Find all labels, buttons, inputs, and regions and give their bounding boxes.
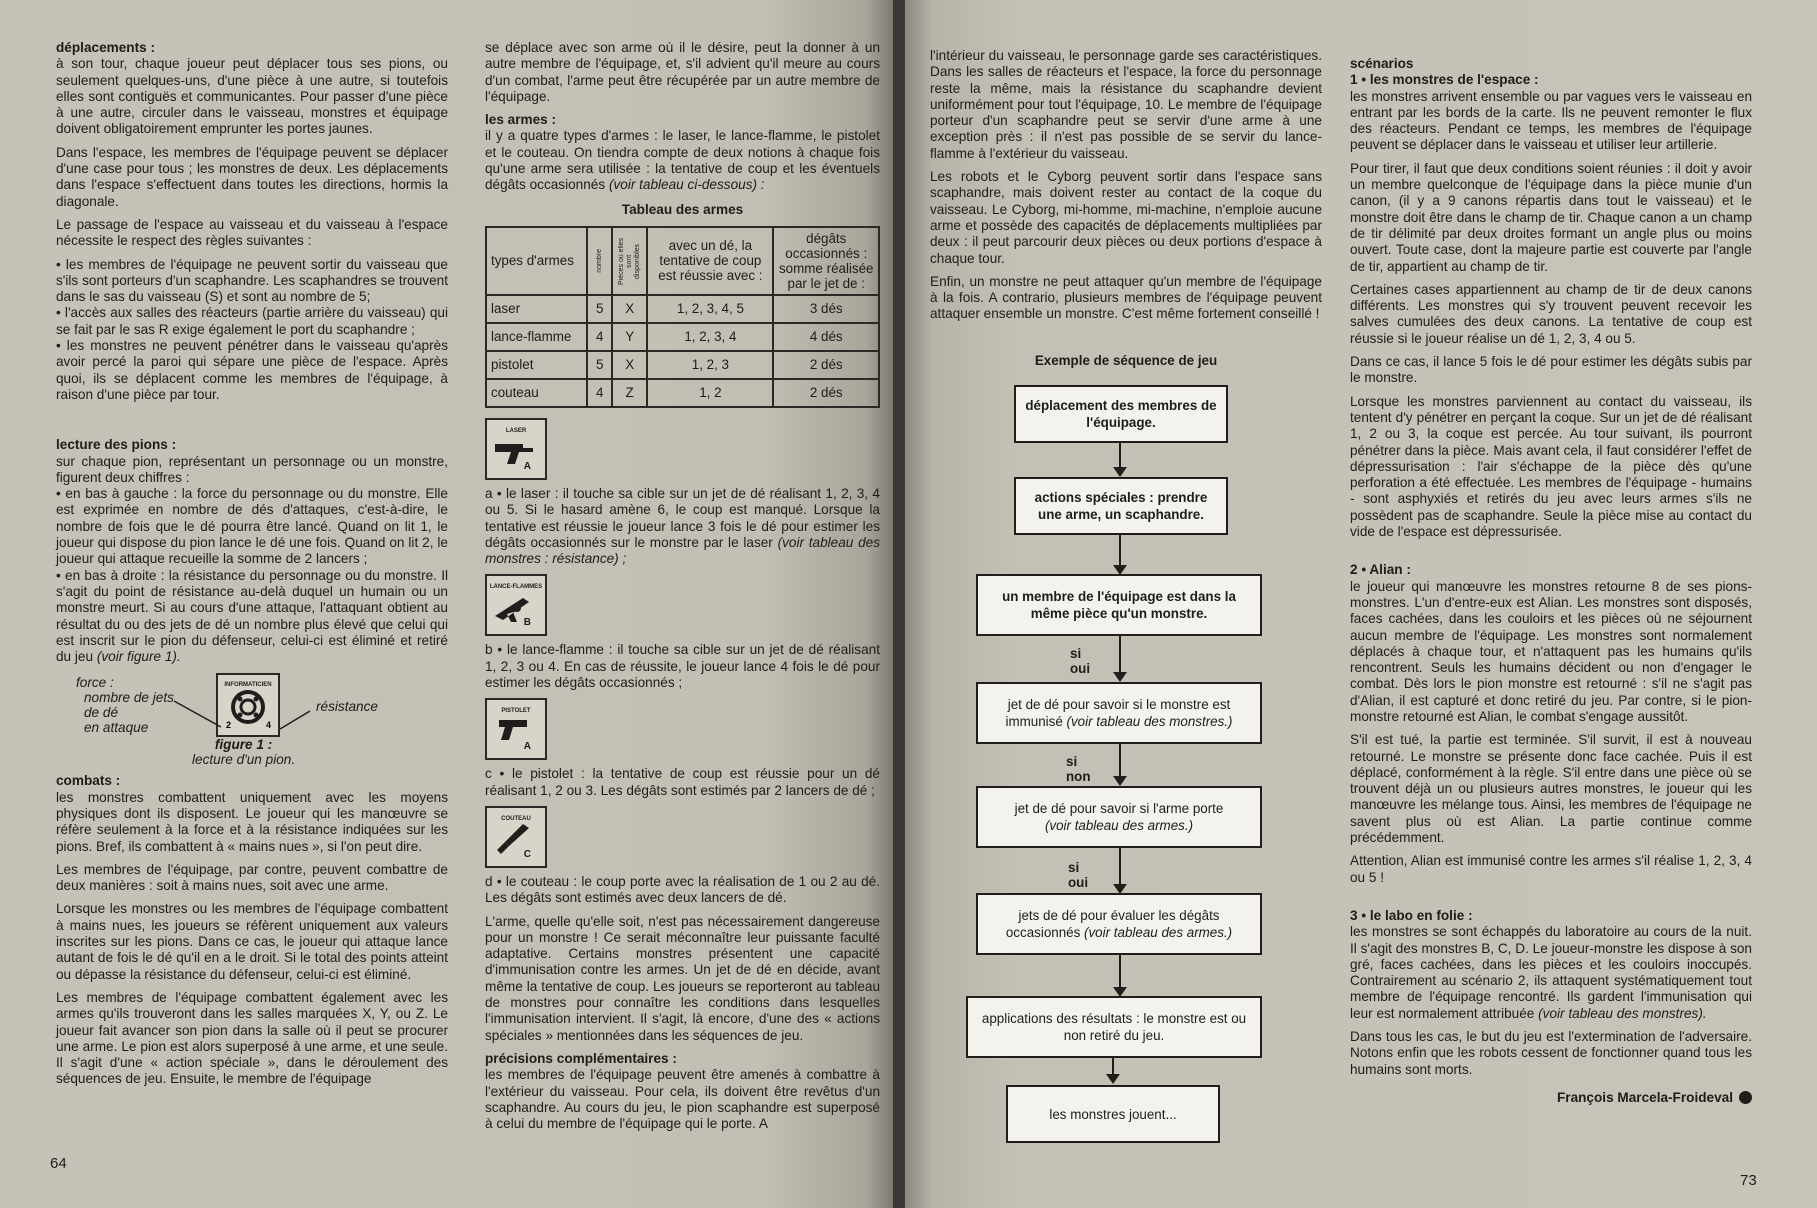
flow-step-deplacement xyxy=(1014,385,1228,443)
figure-caption xyxy=(192,737,295,767)
table-row xyxy=(486,295,879,323)
flow-step-main: jets de dé pour évaluer les dégâts occasionnés xyxy=(1005,908,1220,940)
fig-de-text: de dé xyxy=(84,705,119,721)
header-nombre: nombre xyxy=(595,249,603,273)
paragraph xyxy=(485,128,880,193)
couteau-token xyxy=(485,806,547,868)
end-mark-icon xyxy=(1739,1091,1752,1104)
pistolet-token xyxy=(485,698,547,760)
list-item: • l'accès aux salles des réacteurs (partie arrière du vaisseau) qui se fait par le sas R exige également le port du scaphandre ; xyxy=(56,305,448,337)
token-label: COUTEAU xyxy=(501,815,531,822)
paragraph: Les membres de l'équipage, par contre, peuvent combattre de deux manières : soit à mains nues, soit avec une arme. xyxy=(56,861,448,894)
figure-caption-text: lecture d'un pion. xyxy=(192,752,296,768)
paragraph: c • le pistolet : la tentative de coup est réussie pour un dé réalisant 1, 2 ou 3. Les dégâts sont estimés par 2 lancers de dé ; xyxy=(485,766,880,798)
paragraph: les monstres arrivent ensemble ou par vagues vers le vaisseau en entrant par les bords de la carte. Ils ne peuvent remonter le flux des réacteurs. Pendant ce temps, les membres de l'équipage peuvent se déplacer dans le vaisseau et utiliser leur artillerie. xyxy=(1350,88,1752,153)
table-title: Tableau des armes xyxy=(621,201,744,217)
token-label: LASER xyxy=(505,427,527,434)
flow-step-immunise xyxy=(976,682,1262,744)
table-cell: 1, 2, 3, 4 xyxy=(647,323,773,351)
paragraph: sur chaque pion, représentant un personnage ou un monstre, figurent deux chiffres : xyxy=(56,453,448,485)
header-cell: dégâts occasionnés : somme réalisée par le jet de : xyxy=(773,227,879,295)
flowchart-title: Exemple de séquence de jeu xyxy=(1034,353,1218,368)
weapons-table xyxy=(485,226,880,408)
flow-step-text: les monstres jouent... xyxy=(1049,1106,1177,1122)
flow-step-text: déplacement des membres de l'équipage. xyxy=(1025,398,1217,430)
fig-force-text: force : xyxy=(76,675,114,691)
header-pieces: Pièces où elles sont disponibles xyxy=(617,237,641,285)
paragraph: Pour tirer, il faut que deux conditions soient réunies : il doit y avoir un membre quelconque de l'équipage dans la pièce munie d'un canon, (il y a 9 canons répartis dans tout le vaisseau) et le monstre doit être dans le champ de tir. Chaque canon a un champ de tir délimité par deux droites formant un angle plus ou moins ouvert. Toute case, dont la majeure partie est couverte par l'angle de tir, appartient au champ de tir. xyxy=(1350,160,1752,274)
token-letter: A xyxy=(523,741,531,753)
flow-step-reference: (voir tableau des armes.) xyxy=(1044,818,1194,833)
flow-step-main: jet de dé pour savoir si l'arme porte xyxy=(1014,801,1224,816)
token-letter: A xyxy=(523,460,531,472)
section-heading: combats : xyxy=(56,773,121,789)
lance-flamme-token xyxy=(485,574,547,636)
left-column-1 xyxy=(56,40,448,1095)
paragraph xyxy=(1350,924,1752,1022)
table-cell: 1, 2, 3 xyxy=(647,351,773,379)
table-cell: X xyxy=(612,295,647,323)
paragraph: Dans l'espace, les membres de l'équipage peuvent se déplacer d'une case pour tous ; les monstres de deux. Les déplacements dans l'espace s'effectuent dans toutes les directions, hormis la diagonale. xyxy=(56,144,448,209)
paragraph: Dans tous les cas, le but du jeu est l'extermination de l'adversaire. Notons enfin que les robots cessent de fonctionner quand tous les humains sont morts. xyxy=(1350,1029,1752,1077)
table-cell: 1, 2, 3, 4, 5 xyxy=(647,295,773,323)
flow-step-reference: (voir tableau des monstres.) xyxy=(1066,714,1233,729)
table-cell: 4 xyxy=(587,379,612,407)
list-item-text: • en bas à droite : la résistance du personnage ou du monstre. Il s'agit du point de résistance au-delà duquel un humain ou un monstre meurt. Si au cours d'une attaque, l'attaquant obtient au résultat du ou des jets de dé un nombre plus élevé que celui qui est inscrit sur le pion du défenseur, celui-ci est éliminé et retiré du jeu xyxy=(56,567,448,665)
flow-step-degats xyxy=(976,893,1262,955)
svg-text:2: 2 xyxy=(226,720,232,731)
table-cell: lance-flamme xyxy=(486,323,587,351)
fig-nombre-text: nombre de jets xyxy=(84,690,174,706)
flow-step-text xyxy=(986,907,1252,941)
header-cell: avec un dé, la tentative de coup est réussie avec : xyxy=(647,227,773,295)
right-column-1 xyxy=(930,48,1322,330)
flow-step-arme-porte xyxy=(976,786,1262,848)
token-label: PISTOLET xyxy=(501,708,531,715)
fig-label-resistance: résistance xyxy=(316,699,378,715)
flow-arrow xyxy=(1119,848,1121,892)
paragraph-text: a • le laser : il touche sa cible sur un jet de dé réalisant 1, 2, 3, 4 ou 5. Si le hasard amène 6, le coup est manqué. Lorsque la tentative est réussie le joueur lance 3 fois le dé pour estimer les dégâts occasionnés sur le monstre par le laser xyxy=(485,485,880,550)
paragraph: Lorsque les monstres parviennent au contact du vaisseau, ils tentent d'y pénétrer en perçant la coque. Sur un jet de dé réalisant 1, 2 ou 3, la coque est percée. Au tour suivant, ils pourront pénétrer dans la pièce. Mais avant cela, il faut considérer l'effet de dépressurisation : l'air s'échappe de la pièce dès qu'une perforation a été effectuée. Les membres de l'équipage - humains - sont asphyxiés et retirés du jeu avec leurs armes s'ils ne possèdent pas de scaphandre. Seule la pièce mise au contact du vide de l'espace est dépressurisée. xyxy=(1350,393,1752,540)
flow-arrow xyxy=(1119,443,1121,475)
paragraph: L'arme, quelle qu'elle soit, n'est pas nécessairement dangereuse pour un monstre ! Ce serait méconnaître leur puissante faculté adaptative. Certains monstres présentent une capacité d'immunisation contre les armes. Un jet de dé en décide, avant même la tentative de coup. Les joueurs se reporteront au tableau de monstres pour connaître les conditions dans lesquelles l'immunisation intervient. Il s'agit, là encore, d'une des « actions spéciales » mentionnées dans les séquences de jeu. xyxy=(485,913,880,1043)
paragraph: les monstres combattent uniquement avec les moyens physiques dont ils disposent. Le joueur qui les manœuvre se réfère seulement à la force et à la résistance indiquées sur les pions. Bref, ils combattent à « mains nues », si l'on peut dire. xyxy=(56,789,448,854)
flow-branch-label: si oui xyxy=(1070,646,1091,676)
figure-caption-title: figure 1 : xyxy=(214,737,273,753)
flow-branch-label: si non xyxy=(1066,754,1091,784)
flow-branch-label: si oui xyxy=(1068,860,1089,890)
scenario-heading: 3 • le labo en folie : xyxy=(1350,907,1473,923)
flow-step-text: applications des résultats : le monstre est ou non retiré du jeu. xyxy=(981,1011,1247,1043)
pion-list xyxy=(56,486,448,665)
paragraph-text: les monstres se sont échappés du laboratoire au cours de la nuit. Il s'agit des monstres B, C, D. Le joueur-monstre les dispose à son gré, faces cachées, dans les pièces et les couloirs inoccupés. Contrairement au scénario 2, ils attaquent systématiquement tout membre de l'équipage rencontré. Ils gardent l'immunisation qui leur est normalement attribuée xyxy=(1350,924,1752,1021)
table-reference: (voir tableau ci-dessous) : xyxy=(608,177,765,193)
table-cell: 5 xyxy=(587,351,612,379)
flow-arrow xyxy=(1119,955,1121,995)
table-cell: 2 dés xyxy=(773,379,879,407)
list-item: • les membres de l'équipage ne peuvent sortir du vaisseau que s'ils sont porteurs d'un scaphandre. Les scaphandres se trouvent dans le sas du vaisseau (S) et sont au nombre de 5; xyxy=(56,256,448,305)
left-column-2 xyxy=(485,40,880,1139)
table-cell: Y xyxy=(612,323,647,351)
paragraph: Attention, Alian est immunisé contre les armes s'il réalise 1, 2, 3, 4 ou 5 ! xyxy=(1350,853,1752,885)
page-number-right: 73 xyxy=(1740,1172,1757,1189)
scenario-heading: 1 • les monstres de l'espace : xyxy=(1350,72,1539,88)
flow-step-reference: (voir tableau des armes.) xyxy=(1084,925,1233,940)
author-signature xyxy=(1350,1090,1752,1106)
pion-label: INFORMATICIEN xyxy=(224,682,272,689)
paragraph: Les membres de l'équipage combattent également avec les armes qu'ils trouveront dans les salles marquées X, Y, ou Z. Le joueur fait avancer son pion dans la salle où il peut se procurer une arme. Le pion est alors superposé à une arme, et une seule. Il s'agit d'une « action spéciale », dans le déroulement des séquences de jeu. Ensuite, le membre de l'équipage xyxy=(56,989,448,1087)
flow-arrow xyxy=(1112,1058,1114,1082)
section-heading: lecture des pions : xyxy=(56,437,177,453)
table-row xyxy=(486,351,879,379)
section-heading: scénarios xyxy=(1350,56,1414,71)
page-number-left: 64 xyxy=(50,1155,67,1172)
list-item xyxy=(56,568,448,666)
table-row xyxy=(486,323,879,351)
rules-list xyxy=(56,257,448,404)
section-heading: déplacements : xyxy=(56,40,155,55)
token-letter: B xyxy=(523,617,531,629)
table-row xyxy=(486,379,879,407)
table-cell: 5 xyxy=(587,295,612,323)
table-cell: couteau xyxy=(486,379,587,407)
list-item: • en bas à gauche : la force du personnage ou du monstre. Elle est exprimée en nombre de dés d'attaques, c'est-à-dire, le nombre de fois que le dé pourra être lancé. Quand on lit 1, le joueur qui dispose du pion lance le dé une fois. Quand on lit 2, le joueur qui attaque recueille la somme de 2 lancers ; xyxy=(56,486,448,567)
token-label: LANCE-FLAMMES xyxy=(489,584,543,591)
paragraph: les membres de l'équipage peuvent être amenés à combattre à l'extérieur du vaisseau. Pour cela, ils doivent être revêtus d'un scaphandre. Au cours du jeu, le pion scaphandre est superposé à celui du membre de l'équipage qui le porte. A xyxy=(485,1067,880,1132)
scenario-heading: 2 • Alian : xyxy=(1350,562,1411,578)
flow-step-main: jet de dé pour savoir si le monstre est immunisé xyxy=(1005,697,1231,729)
page-gutter xyxy=(893,0,905,1208)
paragraph: l'intérieur du vaisseau, le personnage garde ses caractéristiques. Dans les salles de réacteurs et l'espace, la force du personnage reste la même, mais la résistance du scaphandre devient uniformément pour tout l'équipage, 10. Le membre de l'équipage porteur d'un scaphandre peut se servir d'une arme à une exception près : il n'est pas possible de se servir du lance-flamme à l'extérieur du vaisseau. xyxy=(930,48,1322,161)
table-reference: (voir tableau des monstres). xyxy=(1538,1005,1707,1021)
svg-text:4: 4 xyxy=(266,720,272,731)
header-cell xyxy=(612,227,647,295)
flow-step-monstres-jouent xyxy=(1006,1085,1220,1143)
right-column-2 xyxy=(1350,56,1752,1106)
author-name: François Marcela-Froideval xyxy=(1556,1089,1733,1105)
table-cell: 4 dés xyxy=(773,323,879,351)
paragraph: le joueur qui manœuvre les monstres retourne 8 de ses pions-monstres. L'un d'entre-eux est Alian. Les monstres sont disposés, faces cachées, dans les couloirs et les pièces où ne séjournent aucun membre de l'équipage. Les monstres sont normalement déplacés à chaque tour, et n'attaquent pas les humains qu'ils rencontrent. Seuls les humains décident ou non d'engager le combat. Dès lors le pion monstre est retourné : s'il ne s'agit pas d'Alian, il est capturé et donc retiré du jeu. Par contre, si le pion-monstre retourné est Alian, le combat s'engage aussitôt. xyxy=(1350,578,1752,724)
flow-arrow xyxy=(1119,535,1121,573)
flow-arrow xyxy=(1119,636,1121,680)
paragraph: S'il est tué, la partie est terminée. S'il survit, il est à nouveau retourné. Le monstre se présente donc face cachée. Puis il est déplacé, conformément à la règle. S'il entre dans une pièce où se trouvent déjà un ou plusieurs autres monstres, le joueur qui les manœuvre les mélange tous. Ainsi, les membres de l'équipage ne savent plus où est Alian. La partie continue comme précédemment. xyxy=(1350,732,1752,846)
paragraph: Certaines cases appartiennent au champ de tir de deux canons différents. Les monstres qui s'y trouvent peuvent recevoir les salves cumulées des deux canons. La tentative de coup est réussie si le joueur réalise un dé 1, 2, 3, 4 ou 5. xyxy=(1350,281,1752,346)
section-heading: précisions complémentaires : xyxy=(485,1050,677,1066)
paragraph-text: il y a quatre types d'armes : le laser, le lance-flamme, le pistolet et le couteau. On tiendra compte de deux notions à chaque fois qu'une arme sera utilisée : la tentative de coup et les éventuels dégâts occasionnés xyxy=(485,128,880,193)
table-cell: 1, 2 xyxy=(647,379,773,407)
paragraph: d • le couteau : le coup porte avec la réalisation de 1 ou 2 au dé. Les dégâts sont estimés avec deux lancers de dé. xyxy=(485,873,880,906)
paragraph: Lorsque les monstres ou les membres de l'équipage combattent à mains nues, les joueurs se réfèrent uniquement aux valeurs inscrites sur les pions. Dans ce cas, le joueur qui attaque lance autant de fois le dé qu'il en a le droit. Si le total des points atteint ou dépasse la résistance du défenseur, celui-ci est éliminé. xyxy=(56,901,448,982)
header-cell: types d'armes xyxy=(486,227,587,295)
table-cell: 3 dés xyxy=(773,295,879,323)
paragraph: à son tour, chaque joueur peut déplacer tous ses pions, ou seulement quelques-uns, d'une pièce à une autre, si toutefois elles sont contiguës et communicantes. Pour passer d'une pièce à une autre, circuler dans le vaisseau, monstres et équipage doivent obligatoirement emprunter les portes jaunes. xyxy=(56,56,448,137)
paragraph xyxy=(485,486,880,567)
paragraph: Enfin, un monstre ne peut attaquer qu'un membre de l'équipage à la fois. A contrario, plusieurs membres de l'équipage peuvent attaquer ensemble un monstre. C'est même fortement conseillé ! xyxy=(930,273,1322,322)
laser-token xyxy=(485,418,547,480)
table-cell: laser xyxy=(486,295,587,323)
paragraph: Dans ce cas, il lance 5 fois le dé pour estimer les dégâts subis par le monstre. xyxy=(1350,354,1752,386)
table-cell: 4 xyxy=(587,323,612,351)
flow-step-text xyxy=(986,696,1252,730)
flow-step-text: actions spéciales : prendre une arme, un scaphandre. xyxy=(1034,490,1208,522)
flow-step-text: un membre de l'équipage est dans la même pièce qu'un monstre. xyxy=(1002,589,1236,621)
flow-step-actions xyxy=(1014,477,1228,535)
fig-attaque-text: en attaque xyxy=(84,720,149,736)
figure-reference: (voir figure 1). xyxy=(96,649,181,665)
table-cell: pistolet xyxy=(486,351,587,379)
figure-1 xyxy=(56,671,448,771)
token-letter: C xyxy=(523,848,531,860)
paragraph: Les robots et le Cyborg peuvent sortir dans l'espace sans scaphandre, mais doivent rester au contact de la coque du vaisseau. Le Cyborg, mi-homme, mi-machine, n'emploie aucune arme et possède des capacités de déplacements multipliées par deux : il peut parcourir deux pièces ou deux portions d'espace à chaque tour. xyxy=(930,169,1322,266)
list-item: • les monstres ne peuvent pénétrer dans le vaisseau qu'après avoir percé la paroi qui sépare une pièce de l'espace. Après quoi, ils se déplacent comme les membres de l'équipage, à raison d'une pièce par tour. xyxy=(56,338,448,402)
flow-arrow xyxy=(1119,744,1121,784)
table-cell: X xyxy=(612,351,647,379)
table-header-row xyxy=(486,227,879,295)
flow-step-meme-piece xyxy=(976,574,1262,636)
header-cell xyxy=(587,227,612,295)
paragraph: b • le lance-flamme : il touche sa cible sur un jet de dé réalisant 1, 2, 3 ou 4. En cas de réussite, le joueur lance 4 fois le dé pour estimer les dégâts occasionnés ; xyxy=(485,642,880,691)
section-heading: les armes : xyxy=(485,112,557,128)
paragraph: Le passage de l'espace au vaisseau et du vaisseau à l'espace nécessite le respect des règles suivantes : xyxy=(56,216,448,249)
flow-step-text xyxy=(1015,800,1224,834)
table-cell: Z xyxy=(612,379,647,407)
table-reference: (voir tableau des monstres : résistance) ; xyxy=(485,534,881,567)
table-cell: 2 dés xyxy=(773,351,879,379)
flow-step-resultats xyxy=(966,996,1262,1058)
paragraph: se déplace avec son arme où il le désire, peut la donner à un autre membre de l'équipage, et, s'il advient qu'il meure au cours d'un combat, l'arme peut être récupérée par un autre membre de l'équipage. xyxy=(485,40,880,104)
